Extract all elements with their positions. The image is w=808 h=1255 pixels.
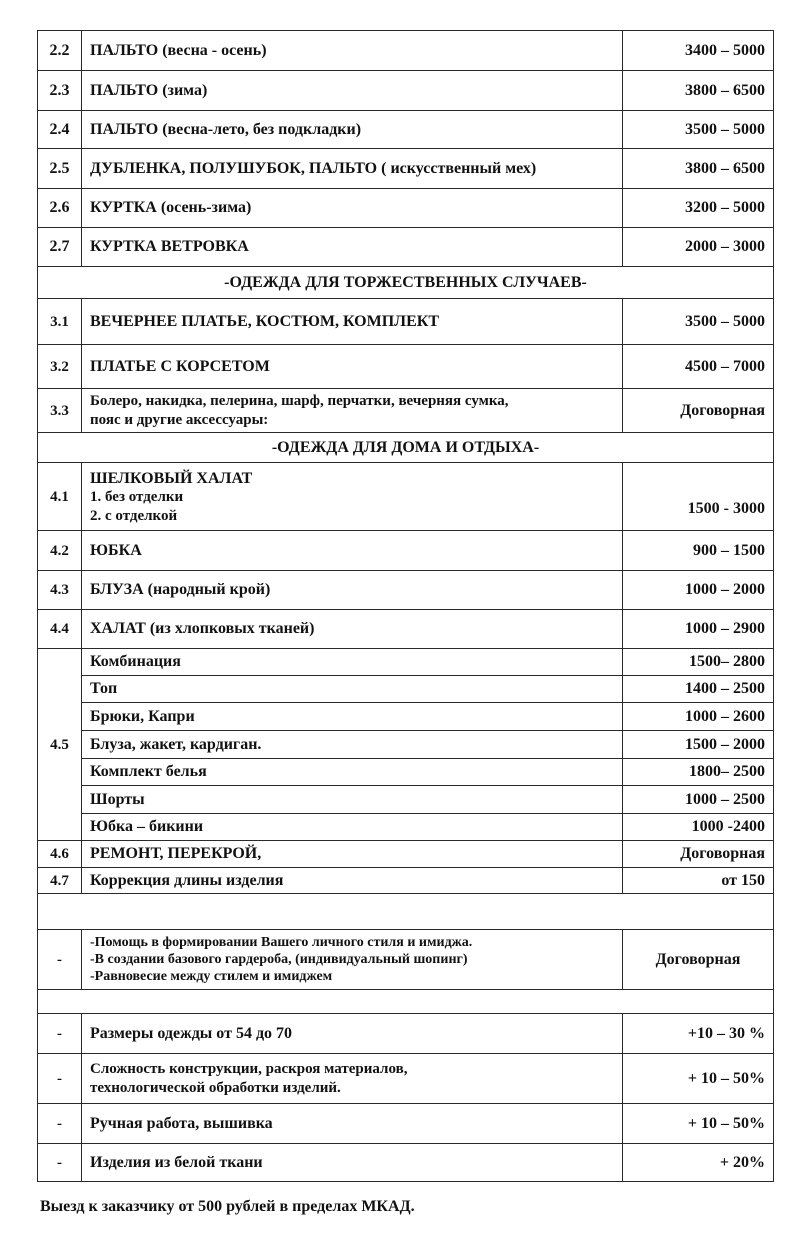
item-price: + 20% <box>623 1144 774 1182</box>
table-row <box>38 1104 774 1144</box>
row-number: - <box>38 930 82 990</box>
item-name: ЮБКА <box>82 531 623 571</box>
row-number: 2.5 <box>38 149 82 189</box>
item-option: 2. с отделкой <box>90 508 178 524</box>
item-price: + 10 – 50% <box>623 1104 774 1144</box>
item-name: ПАЛЬТО (весна-лето, без подкладки) <box>82 111 623 149</box>
table-row <box>38 1014 774 1054</box>
empty-cell <box>38 990 774 1014</box>
item-name <box>82 389 623 433</box>
table-row <box>38 1054 774 1104</box>
item-price: Договорная <box>623 841 774 868</box>
item-price: 4500 – 7000 <box>623 345 774 389</box>
table-row <box>38 814 774 841</box>
item-price: 1000 – 2000 <box>623 571 774 610</box>
item-name: ПЛАТЬЕ С КОРСЕТОМ <box>82 345 623 389</box>
item-price: 3500 – 5000 <box>623 299 774 345</box>
item-price: 900 – 1500 <box>623 531 774 571</box>
table-row <box>38 676 774 703</box>
row-number: - <box>38 1014 82 1054</box>
price-table <box>37 30 774 1182</box>
item-name: Топ <box>82 676 623 703</box>
table-row <box>38 786 774 814</box>
table-row <box>38 868 774 894</box>
item-line: технологической обработки изделий. <box>90 1079 341 1096</box>
item-price: 1500– 2800 <box>623 649 774 676</box>
item-price: Договорная <box>623 389 774 433</box>
table-row <box>38 731 774 759</box>
row-number: 2.3 <box>38 71 82 111</box>
item-price: от 150 <box>623 868 774 894</box>
row-number: - <box>38 1054 82 1104</box>
item-price: 1500 – 2000 <box>623 731 774 759</box>
row-number: 4.4 <box>38 610 82 649</box>
item-name: Ручная работа, вышивка <box>82 1104 623 1144</box>
row-number: - <box>38 1144 82 1182</box>
row-number: 2.2 <box>38 31 82 71</box>
item-price: 1000 – 2900 <box>623 610 774 649</box>
row-number: - <box>38 1104 82 1144</box>
item-name <box>82 930 623 990</box>
row-number: 2.4 <box>38 111 82 149</box>
row-number: 3.2 <box>38 345 82 389</box>
item-line: -Помощь в формировании Вашего личного стиля и имиджа. <box>90 935 473 950</box>
item-name <box>82 1054 623 1104</box>
item-price: 1500 - 3000 <box>623 463 774 531</box>
table-row <box>38 389 774 433</box>
table-row <box>38 228 774 267</box>
item-option: 1. без отделки <box>90 489 184 505</box>
item-price: 1400 – 2500 <box>623 676 774 703</box>
table-row <box>38 345 774 389</box>
item-price: + 10 – 50% <box>623 1054 774 1104</box>
item-name: ДУБЛЕНКА, ПОЛУШУБОК, ПАЛЬТО ( искусственный мех) <box>82 149 623 189</box>
item-name <box>82 463 623 531</box>
item-name: ВЕЧЕРНЕЕ ПЛАТЬЕ, КОСТЮМ, КОМПЛЕКТ <box>82 299 623 345</box>
row-number: 3.3 <box>38 389 82 433</box>
row-number: 4.2 <box>38 531 82 571</box>
item-price: 3500 – 5000 <box>623 111 774 149</box>
item-price: 1000 -2400 <box>623 814 774 841</box>
table-row <box>38 571 774 610</box>
item-name: ХАЛАТ (из хлопковых тканей) <box>82 610 623 649</box>
table-row <box>38 649 774 676</box>
table-row <box>38 759 774 786</box>
table-row <box>38 299 774 345</box>
item-name: Юбка – бикини <box>82 814 623 841</box>
item-name: Изделия из белой ткани <box>82 1144 623 1182</box>
item-name: Блуза, жакет, кардиган. <box>82 731 623 759</box>
item-price: 2000 – 3000 <box>623 228 774 267</box>
section-formal-title: -ОДЕЖДА ДЛЯ ТОРЖЕСТВЕННЫХ СЛУЧАЕВ- <box>38 267 774 299</box>
item-line: пояс и другие аксессуары: <box>90 411 269 428</box>
row-number: 4.5 <box>38 649 82 841</box>
table-row <box>38 189 774 228</box>
item-price: 1800– 2500 <box>623 759 774 786</box>
table-row <box>38 149 774 189</box>
item-price: 3800 – 6500 <box>623 149 774 189</box>
item-name: КУРТКА (осень-зима) <box>82 189 623 228</box>
table-row <box>38 1144 774 1182</box>
item-line: Болеро, накидка, пелерина, шарф, перчатки, вечерняя сумка, <box>90 392 509 409</box>
table-row <box>38 841 774 868</box>
row-number: 3.1 <box>38 299 82 345</box>
item-line: Сложность конструкции, раскроя материалов, <box>90 1060 408 1077</box>
item-price: +10 – 30 % <box>623 1014 774 1054</box>
item-name: Шорты <box>82 786 623 814</box>
item-name: Коррекция длины изделия <box>82 868 623 894</box>
item-price: 1000 – 2600 <box>623 703 774 731</box>
item-price: 3200 – 5000 <box>623 189 774 228</box>
spacer-row <box>38 990 774 1014</box>
item-name: БЛУЗА (народный крой) <box>82 571 623 610</box>
row-number: 4.3 <box>38 571 82 610</box>
table-row <box>38 703 774 731</box>
item-price: 3800 – 6500 <box>623 71 774 111</box>
item-name: Брюки, Капри <box>82 703 623 731</box>
item-name: ПАЛЬТО (зима) <box>82 71 623 111</box>
table-row <box>38 31 774 71</box>
table-row <box>38 610 774 649</box>
row-number: 4.1 <box>38 463 82 531</box>
table-row <box>38 111 774 149</box>
item-name: Комплект белья <box>82 759 623 786</box>
item-name: КУРТКА ВЕТРОВКА <box>82 228 623 267</box>
section-home-title: -ОДЕЖДА ДЛЯ ДОМА И ОТДЫХА- <box>38 433 774 463</box>
section-header-row <box>38 433 774 463</box>
row-number: 2.6 <box>38 189 82 228</box>
item-price: Договорная <box>623 930 774 990</box>
item-name: РЕМОНТ, ПЕРЕКРОЙ, <box>82 841 623 868</box>
item-price: 3400 – 5000 <box>623 31 774 71</box>
item-line: -Равновесие между стилем и имиджем <box>90 969 333 984</box>
item-name: Комбинация <box>82 649 623 676</box>
table-row <box>38 531 774 571</box>
item-name: Размеры одежды от 54 до 70 <box>82 1014 623 1054</box>
item-price: 1000 – 2500 <box>623 786 774 814</box>
spacer-row <box>38 894 774 930</box>
item-line: -В создании базового гардероба, (индивидуальный шопинг) <box>90 952 468 967</box>
row-number: 4.7 <box>38 868 82 894</box>
item-name: ПАЛЬТО (весна - осень) <box>82 31 623 71</box>
row-number: 2.7 <box>38 228 82 267</box>
empty-cell <box>38 894 774 930</box>
section-header-row <box>38 267 774 299</box>
table-row <box>38 71 774 111</box>
item-title: ШЕЛКОВЫЙ ХАЛАТ <box>90 470 253 487</box>
footer-note: Выезд к заказчику от 500 рублей в пределах МКАД. <box>40 1198 415 1215</box>
table-row <box>38 930 774 990</box>
table-row <box>38 463 774 531</box>
row-number: 4.6 <box>38 841 82 868</box>
